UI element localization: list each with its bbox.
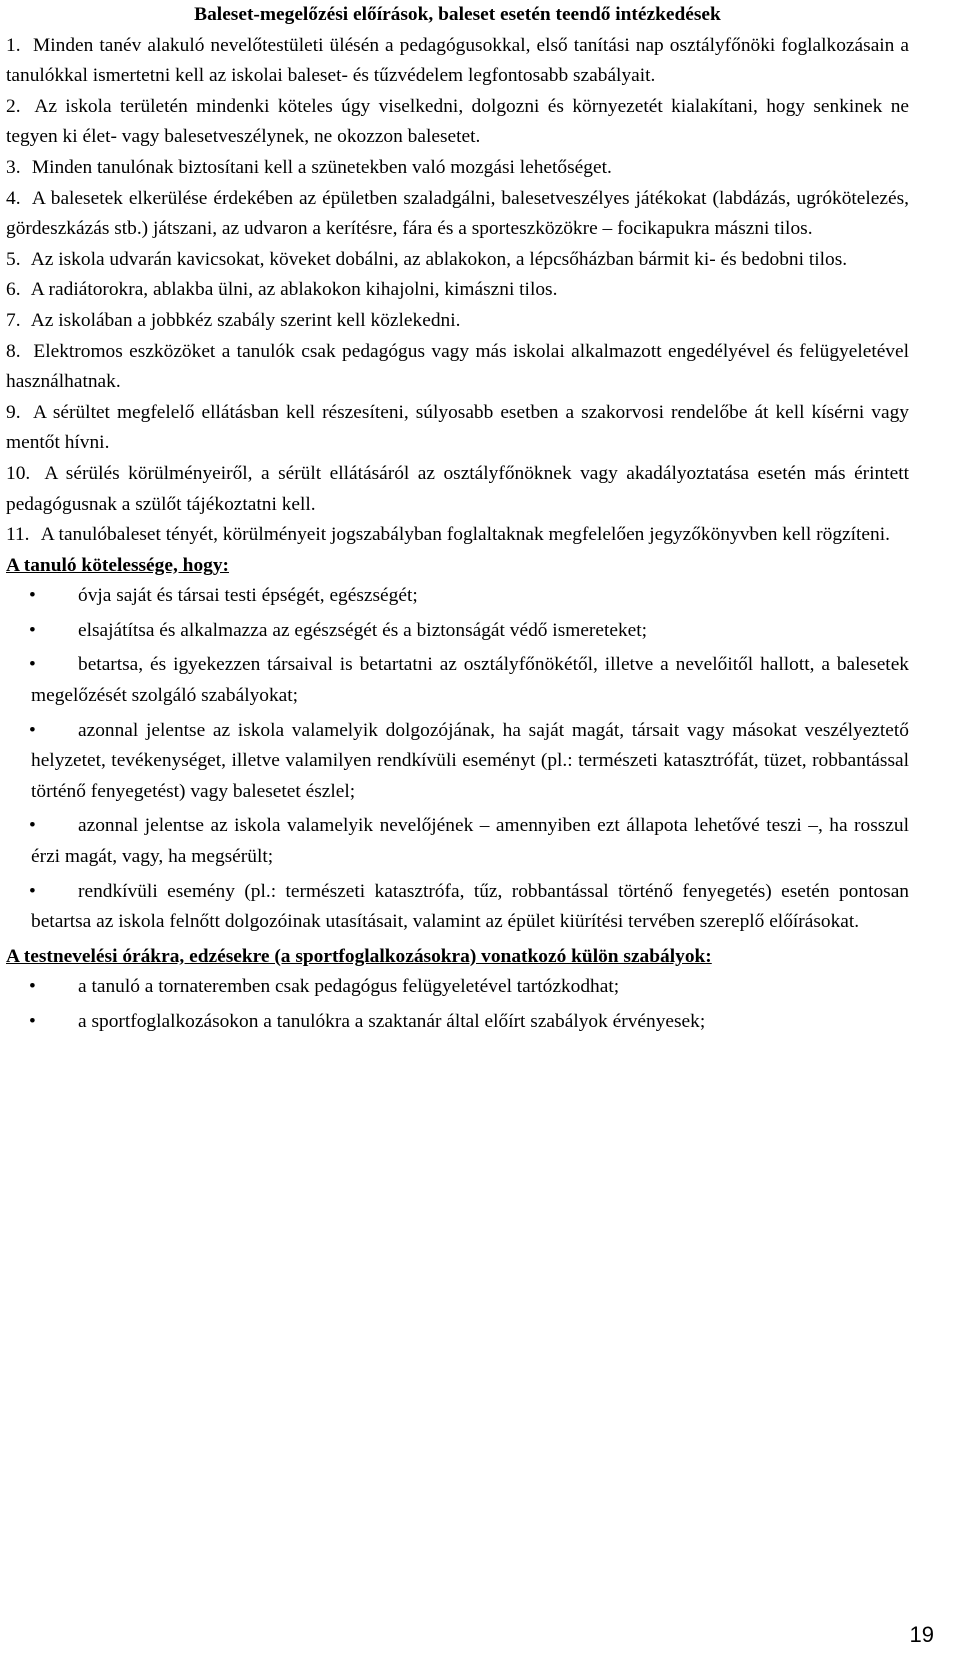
bullet-icon: • (29, 719, 36, 741)
rule-item (6, 306, 909, 337)
section-heading-student-duties: A tanuló kötelessége, hogy: (6, 554, 229, 576)
list-item (6, 650, 909, 711)
rule-number: 4. (6, 187, 21, 209)
list-item (6, 811, 909, 872)
rule-text: A sérültet megfelelő ellátásban kell részesíteni, súlyosabb esetben a szakorvosi rendelőbe át kell kísérni vagy mentőt hívni. (6, 401, 909, 454)
list-item-text: betartsa, és igyekezzen társaival is betartatni az osztályfőnökétől, illetve a nevelőitől hallott, a balesetek megelőzését szolgáló szabályokat; (31, 654, 909, 707)
rule-number: 11. (6, 524, 30, 546)
section-heading-pe-rules: A testnevelési órákra, edzésekre (a sportfoglalkozásokra) vonatkozó külön szabályok: (6, 945, 712, 967)
pe-rules-list (6, 972, 909, 1037)
list-item (6, 1007, 909, 1038)
rule-text: Az iskolában a jobbkéz szabály szerint kell közlekedni. (30, 309, 461, 331)
rule-text: A balesetek elkerülése érdekében az épületben szaladgálni, balesetveszélyes játékokat (labdázás, ugrókötelezés, gördeszkázás stb.) játszani, az udvaron a kerítésre, fára és a sporteszközökre – focikapukra mászni tilos. (6, 187, 909, 240)
rule-item (6, 275, 909, 306)
bullet-icon: • (29, 654, 36, 676)
bullet-icon: • (29, 815, 36, 837)
rule-text: A radiátorokra, ablakba ülni, az ablakokon kihajolni, kimászni tilos. (30, 279, 558, 301)
rule-number: 8. (6, 340, 21, 362)
rule-number: 5. (6, 248, 21, 270)
rule-text: Elektromos eszközöket a tanulók csak pedagógus vagy más iskolai alkalmazott engedélyével és felügyeletével használhatnak. (6, 340, 909, 393)
rule-text: Minden tanév alakuló nevelőtestületi ülésén a pedagógusokkal, első tanítási nap osztályfőnöki foglalkozásain a tanulókkal ismertetni kell az iskolai baleset- és tűzvédelem legfontosabb szabályait. (6, 34, 909, 87)
rule-item (6, 31, 909, 92)
rule-number: 7. (6, 309, 21, 331)
rule-number: 10. (6, 462, 31, 484)
list-item-text: a tanuló a tornateremben csak pedagógus felügyeletével tartózkodhat; (78, 976, 620, 998)
student-duties-list (6, 581, 909, 938)
bullet-icon: • (29, 1011, 36, 1032)
rule-item (6, 459, 909, 520)
list-item-text: a sportfoglalkozásokon a tanulókra a szaktanár által előírt szabályok érvényesek; (78, 1011, 706, 1032)
rule-number: 9. (6, 401, 21, 423)
bullet-icon: • (29, 585, 36, 607)
document-page (6, 0, 909, 1042)
list-item-text: azonnal jelentse az iskola valamelyik nevelőjének – amennyiben ezt állapota lehetővé teszi –, ha rosszul érzi magát, vagy, ha megsérült; (31, 815, 909, 868)
rule-text: A tanulóbaleset tényét, körülményeit jogszabályban foglaltaknak megfelelően jegyzőkönyvben kell rögzíteni. (40, 524, 890, 546)
list-item (6, 581, 909, 612)
rule-text: Minden tanulónak biztosítani kell a szünetekben való mozgási lehetőséget. (31, 156, 612, 178)
rule-number: 2. (6, 95, 21, 117)
rule-item (6, 153, 909, 184)
bullet-icon: • (29, 976, 36, 998)
rule-text: Az iskola területén mindenki köteles úgy viselkedni, dolgozni és környezetét kialakítani, hogy senkinek ne tegyen ki élet- vagy balesetveszélynek, ne okozzon balesetet. (6, 95, 909, 148)
rule-item (6, 245, 909, 276)
list-item (6, 616, 909, 647)
bullet-icon: • (29, 619, 36, 641)
rule-item (6, 520, 909, 551)
rule-item (6, 398, 909, 459)
rule-text: Az iskola udvarán kavicsokat, köveket dobálni, az ablakokon, a lépcsőházban bármit ki- és bedobni tilos. (30, 248, 848, 270)
page-number: 19 (909, 1622, 934, 1648)
rule-number: 1. (6, 34, 21, 56)
rules-list (6, 31, 909, 551)
rule-item (6, 337, 909, 398)
rule-item (6, 184, 909, 245)
list-item (6, 877, 909, 938)
list-item (6, 972, 909, 1003)
rule-text: A sérülés körülményeiről, a sérült ellátásáról az osztályfőnöknek vagy akadályoztatása esetén más érintett pedagógusnak a szülőt tájékoztatni kell. (6, 462, 909, 515)
list-item-text: azonnal jelentse az iskola valamelyik dolgozójának, ha saját magát, társait vagy másokat veszélyeztető helyzetet, tevékenységet, illetve valamilyen rendkívüli eseményt (pl.: természeti katasztrófát, tüzet, robbantással történő fenyegetést) vagy balesetet észlel; (31, 719, 909, 802)
rule-number: 6. (6, 279, 21, 301)
list-item-text: rendkívüli esemény (pl.: természeti katasztrófa, tűz, robbantással történő fenyegetés) esetén pontosan betartsa az iskola felnőtt dolgozóinak utasításait, valamint az épület kiürítési tervében szereplő előírásokat. (31, 880, 909, 933)
list-item-text: elsajátítsa és alkalmazza az egészségét és a biztonságát védő ismereteket; (78, 619, 648, 641)
rule-number: 3. (6, 156, 21, 178)
page-title: Baleset-megelőzési előírások, baleset esetén teendő intézkedések (194, 4, 721, 25)
list-item (6, 716, 909, 808)
rule-item (6, 92, 909, 153)
list-item-text: óvja saját és társai testi épségét, egészségét; (78, 585, 418, 607)
bullet-icon: • (29, 880, 36, 902)
